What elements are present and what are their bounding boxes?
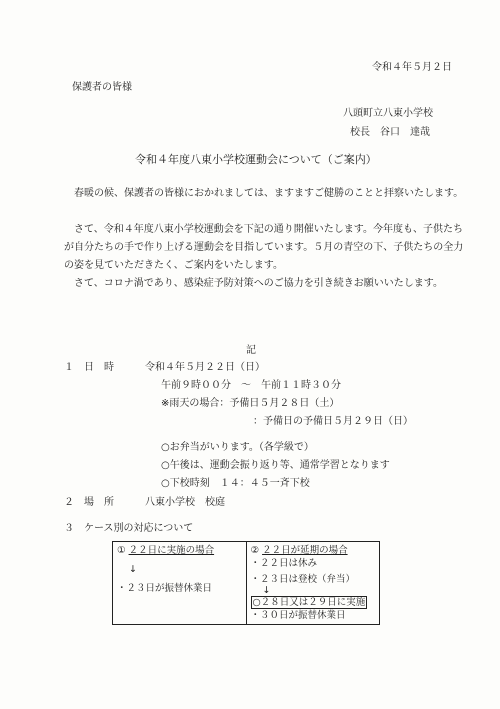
- announcement-paragraph: さて、令和４年度八東小学校運動会を下記の通り開催いたします。今年度も、子供たちが自分たちの手で作り上げる運動会を目指しています。５月の青空の下、子供たちの全力の姿を見ていただきたく、ご案内をいたします。: [64, 224, 464, 271]
- venue: 八東小学校 校庭: [145, 497, 225, 508]
- recipient-line: 保護者の皆様: [72, 82, 132, 93]
- section2-label: ２ 場 所: [64, 497, 114, 508]
- case1-number: ①: [117, 545, 126, 556]
- case2-cell: [246, 542, 380, 625]
- case1-cell: [113, 542, 247, 625]
- section1-label: １ 日 時: [64, 362, 114, 373]
- case2-item-held: [251, 596, 376, 609]
- case-table: [112, 541, 380, 625]
- sender-name: 校長 谷口 達哉: [350, 127, 430, 138]
- case2-item-makeup-holiday: ・３０日が振替休業日: [250, 610, 346, 621]
- rain-second-reserve-day: ：予備日の予備日５月２９日（日）: [253, 416, 413, 427]
- case1-arrow: ↓: [129, 564, 137, 575]
- note-lunch: ○お弁当がいります。（各学級で）: [161, 442, 314, 453]
- case1-item: ・２３日が振替休業日: [117, 583, 213, 594]
- case1-heading: [117, 544, 242, 557]
- case2-title: ２２日が延期の場合: [262, 545, 348, 556]
- ki-heading: 記: [246, 345, 256, 356]
- note-afternoon: ○午後は、運動会振り返り等、通常学習となります: [161, 460, 390, 471]
- document-title: 令和４年度八東小学校運動会について（ご案内）: [135, 153, 377, 166]
- sender-organization: 八頭町立八東小学校: [343, 108, 433, 119]
- note-dismissal: ○下校時刻 １４：４５一斉下校: [161, 478, 310, 489]
- case2-number: ②: [250, 545, 260, 556]
- case2-heading: [251, 544, 376, 557]
- case2-item-day22: ・２２日は休み: [250, 558, 318, 569]
- case1-title: ２２日に実施の場合: [128, 545, 215, 556]
- rain-reserve-day: ※雨天の場合：予備日５月２８日（土）: [161, 398, 340, 409]
- infection-control-paragraph: さて、コロナ渦であり、感染症予防対策へのご協力を引き続きお願いいたします。: [64, 278, 443, 289]
- document-date: 令和４年５月２日: [372, 62, 452, 73]
- event-date: 令和４年５月２２日（日）: [145, 362, 265, 373]
- case2-held-text: ○２８日又は２９日に実施: [252, 597, 366, 608]
- section3-label: ３ ケース別の対応について: [64, 523, 194, 534]
- event-time: 午前９時００分 ～ 午前１１時３０分: [161, 380, 341, 391]
- case2-arrow: ↓: [262, 585, 271, 596]
- case2-item-day23: ・２３日は登校（弁当）: [250, 574, 356, 585]
- greeting-paragraph: 春暖の候、保護者の皆様におかれましては、ますますご健勝のことと拝察いたします。: [64, 188, 464, 199]
